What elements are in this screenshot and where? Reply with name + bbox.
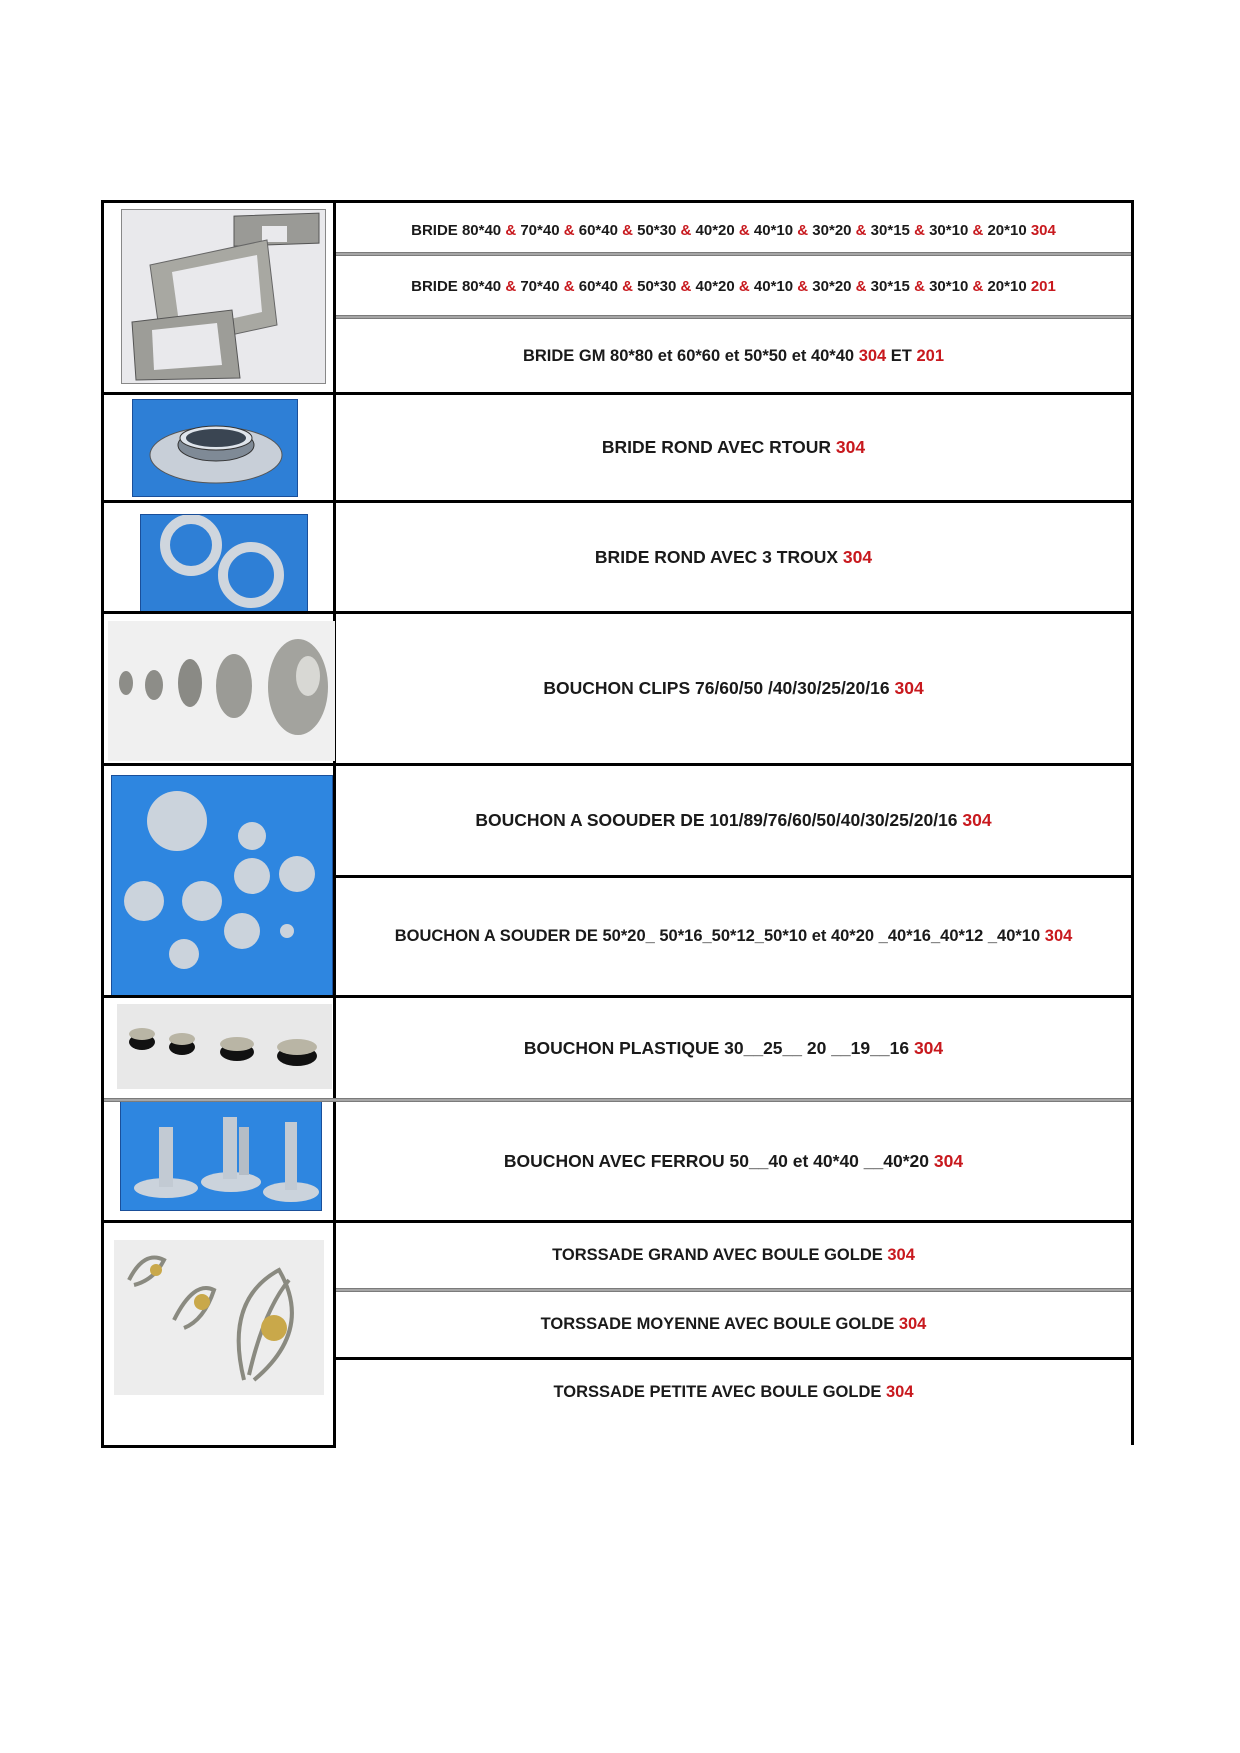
row-text: TORSSADE MOYENNE AVEC BOULE GOLDE [540, 1315, 895, 1333]
row-text: BRIDE 80*40 & 70*40 & 60*40 & 50*30 & 40*20 & 40*10 & 30*20 & 30*15 & 30*10 & 20*10 [411, 221, 1027, 239]
row-bride-rond-rtour [336, 395, 1131, 500]
ampersand-separator: & [563, 277, 575, 295]
table-bottom-border [101, 1445, 336, 1448]
grade-label: 304 [835, 437, 866, 457]
ampersand-separator: & [855, 277, 867, 295]
ampersand-separator: & [738, 221, 750, 239]
divider [336, 252, 1131, 256]
grade-label: 304 [898, 1315, 927, 1333]
ampersand-separator: & [914, 277, 925, 295]
row-bouchon-a-souder-rect [336, 878, 1131, 995]
grade-label: 304 [858, 346, 887, 365]
row-text: BRIDE ROND AVEC 3 TROUX [594, 546, 838, 567]
ampersand-separator: & [972, 277, 984, 295]
row-torssade-grand [336, 1223, 1131, 1288]
grade-label-2: 201 [916, 346, 945, 365]
grade-label: 304 [933, 1150, 964, 1171]
ampersand-separator: & [680, 221, 692, 239]
row-bride-gm [336, 320, 1131, 392]
grade-separator: ET [886, 346, 917, 365]
row-bride-rect-201 [336, 257, 1131, 315]
photo-weld-caps [111, 775, 333, 997]
row-text: TORSSADE GRAND AVEC BOULE GOLDE [552, 1246, 883, 1264]
photo-round-flange-3-holes [140, 514, 308, 614]
grade-label: 304 [842, 546, 873, 567]
grade-label: 304 [913, 1037, 944, 1058]
row-text: BOUCHON A SOUDER DE 50*20_ 50*16_50*12_50*10 et 40*20 _40*16_40*12 _40*10 [394, 927, 1041, 945]
row-text: BRIDE ROND AVEC RTOUR [601, 437, 832, 457]
photo-square-flanges [121, 209, 326, 384]
row-text: BRIDE 80*40 & 70*40 & 60*40 & 50*30 & 40*20 & 40*10 & 30*20 & 30*15 & 30*10 & 20*10 [411, 277, 1027, 295]
ampersand-separator: & [972, 221, 984, 239]
grade-label: 304 [894, 678, 924, 698]
grade-label: 201 [1030, 277, 1056, 295]
photo-round-flange-rim [132, 399, 298, 497]
photo-twisted-ornaments [114, 1240, 324, 1395]
row-torssade-moyenne [336, 1292, 1131, 1357]
row-text: TORSSADE PETITE AVEC BOULE GOLDE [553, 1382, 882, 1401]
divider [336, 315, 1131, 319]
ampersand-separator: & [738, 277, 750, 295]
ampersand-separator: & [797, 277, 809, 295]
row-bouchon-plastique [336, 998, 1131, 1098]
row-bouchon-clips [336, 614, 1131, 763]
ampersand-separator: & [563, 221, 575, 239]
ampersand-separator: & [622, 277, 633, 295]
ampersand-separator: & [622, 221, 633, 239]
grade-label: 304 [962, 810, 992, 830]
grade-label: 304 [1044, 927, 1073, 945]
ampersand-separator: & [855, 221, 867, 239]
row-torssade-petite [336, 1360, 1131, 1424]
product-table [101, 200, 1134, 1445]
ampersand-separator: & [505, 277, 517, 295]
row-text: BOUCHON CLIPS 76/60/50 /40/30/25/20/16 [543, 678, 890, 698]
grade-label: 304 [1030, 221, 1056, 239]
row-bouchon-a-souder-round [336, 766, 1131, 875]
row-bride-rect-304 [336, 209, 1131, 251]
row-text: BOUCHON A SOOUDER DE 101/89/76/60/50/40/30/25/20/16 [475, 810, 958, 830]
grade-label: 304 [887, 1246, 915, 1264]
row-text: BRIDE GM 80*80 et 60*60 et 50*50 et 40*40 [522, 346, 855, 365]
grade-label: 304 [885, 1382, 914, 1401]
row-text: BOUCHON PLASTIQUE 30__25__ 20 __19__16 [523, 1037, 910, 1058]
row-bride-rond-3-troux [336, 503, 1131, 611]
photo-clip-caps [108, 621, 335, 761]
ampersand-separator: & [680, 277, 692, 295]
photo-plastic-caps [117, 1004, 332, 1089]
ampersand-separator: & [505, 221, 517, 239]
photo-caps-with-post [120, 1101, 322, 1211]
ampersand-separator: & [914, 221, 925, 239]
ampersand-separator: & [797, 221, 809, 239]
row-bouchon-avec-ferrou [336, 1102, 1131, 1220]
row-text: BOUCHON AVEC FERROU 50__40 et 40*40 __40*20 [503, 1150, 929, 1171]
